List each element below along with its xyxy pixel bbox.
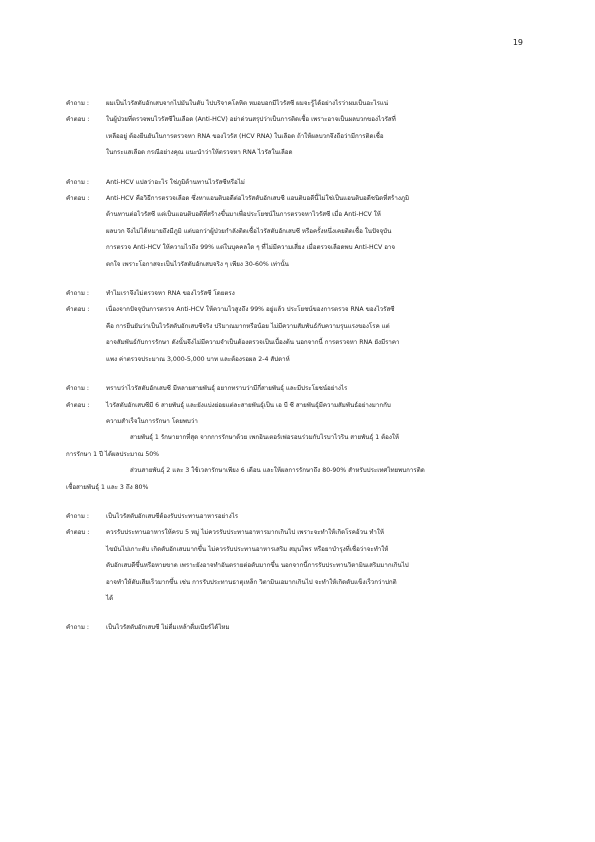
question-text: เป็นไวรัสตับอักเสบซีต้องรับประทานอาหารอย่างไร — [106, 512, 239, 520]
question-label: คำถาม : — [66, 385, 89, 393]
qa-item — [66, 509, 532, 607]
answer-text: ควรรับประทานอาหารให้ครบ 5 หมู่ ไม่ควรรับประทานอาหารมากเกินไป เพราะจะทำให้เกิดโรคอ้วน ทำให้ — [106, 529, 384, 537]
question-label: คำถาม : — [66, 290, 89, 298]
answer-label: คำตอบ : — [66, 116, 90, 124]
answer-line: ความสำเร็จในการรักษา โดยพบว่า — [106, 417, 198, 425]
page-number: 19 — [512, 38, 523, 47]
question-label: คำถาม : — [66, 178, 89, 186]
qa-content — [66, 96, 532, 650]
answer-line — [66, 525, 532, 541]
question-line — [66, 381, 532, 397]
question-line — [66, 620, 532, 636]
answer-line: ส่วนสายพันธุ์ 2 และ 3 ใช้เวลารักษาเพียง 6 เดือน และให้ผลการรักษาถึง 80-90% สำหรับประเทศไทยพบการติด — [130, 467, 425, 475]
answer-line: เชื้อสายพันธุ์ 1 และ 3 ถึง 80% — [66, 483, 149, 491]
answer-line: สายพันธุ์ 1 รักษายากที่สุด จากการรักษาด้วย เพกอินเตอร์เฟอรอนร่วมกับไรบาไวริน สายพันธุ์ 1 ต้องให้ — [130, 434, 399, 442]
answer-label: คำตอบ : — [66, 401, 90, 409]
question-label: คำถาม : — [66, 100, 89, 107]
question-label: คำถาม : — [66, 624, 89, 632]
answer-line — [66, 112, 532, 128]
answer-line: ในกระแสเลือด กรณีอย่างคุณ แนะนำว่าให้ตรวจหา RNA ไวรัสในเลือด — [106, 149, 293, 157]
question-text: ทำไมเราจึงไม่ตรวจหา RNA ของไวรัสซี โดยตรง — [106, 290, 235, 298]
answer-line: ตกใจ เพราะโอกาสจะเป็นไวรัสตับอักเสบจริง ๆ เพียง 30-60% เท่านั้น — [106, 260, 289, 268]
answer-text: ในผู้ป่วยที่ตรวจพบไวรัสซีในเลือด (Anti-HCV) อย่าด่วนสรุปว่าเป็นการติดเชื้อ เพราะอาจเป็นผลบวกของไวรัสที่ — [106, 116, 396, 124]
question-text: ทราบว่าไวรัสตับอักเสบซี มีหลายสายพันธุ์ อยากทราบว่ามีกี่สายพันธุ์ และมีประโยชน์อย่างไร — [106, 385, 348, 393]
question-label: คำถาม : — [66, 512, 89, 520]
answer-line: ต้านทานต่อไวรัสซี แต่เป็นแอนติบอดีที่สร้างขึ้นมาเพื่อประโยชน์ในการตรวจหาไวรัสซี เมื่อ Anti-HCV ให้ — [106, 211, 381, 219]
question-line — [66, 96, 532, 112]
answer-line — [66, 191, 532, 207]
answer-label: คำตอบ : — [66, 529, 90, 537]
qa-item — [66, 286, 532, 368]
answer-line: ไขมันไปเกาะตับ เกิดตับอักเสบมากขึ้น ไม่ควรรับประทานอาหารเสริม สมุนไพร หรือยาบำรุงที่เชื่อว่าจะทำให้ — [106, 545, 389, 553]
answer-line: อาจทำให้ตับเสียเร็วมากขึ้น เช่น การรับประทานธาตุเหล็ก วิตามินเอมากเกินไป จะทำให้เกิดตับแข็งเร็วกว่าปกติ — [106, 578, 397, 586]
answer-line: ตับอักเสบดีขึ้นหรือหายขาด เพราะยังอาจทำอันตรายต่อตับมากขึ้น นอกจากนี้การรับประทานวิตามินเสริมมากเกินไป — [106, 562, 409, 570]
answer-label: คำตอบ : — [66, 306, 90, 314]
question-line — [66, 286, 532, 302]
answer-line: อาจสัมพันธ์กับการรักษา ดังนั้นจึงไม่มีความจำเป็นต้องตรวจเป็นเบื้องต้น นอกจากนี้ การตรวจหา RNA ยังมีราคา — [106, 339, 400, 347]
answer-line: ได้ — [106, 594, 114, 602]
answer-line: การตรวจ Anti-HCV ให้ความไวถึง 99% แต่ในบุคคลใด ๆ ที่ไม่มีความเสี่ยง เมื่อตรวจเลือดพบ Anti-HCV อาจ — [106, 244, 396, 252]
answer-text: Anti-HCV คือวิธีการตรวจเลือด ซึ่งหาแอนติบอดีต่อไวรัสตับอักเสบซี แอนติบอดีนี้ไม่ใช่เป็นแอนติบอดีชนิดที่สร้างภูมิ — [106, 195, 410, 203]
question-text: Anti-HCV แปลว่าอะไร ใช่ภูมิต้านทานไวรัสซีหรือไม่ — [106, 178, 245, 186]
answer-text: เนื่องจากปัจจุบันการตรวจ Anti-HCV ให้ความไวสูงถึง 99% อยู่แล้ว ประโยชน์ของการตรวจ RNA ของไวรัสซี — [106, 306, 395, 314]
answer-line — [66, 302, 532, 318]
question-text: ผมเป็นไวรัสตับอักเสบจากไปมันในตับ ไปบริจาคโลหิต หมอบอกมีไวรัสซี ผมจะรู้ได้อย่างไรว่าผมเป็นอะไรแน่ — [106, 100, 389, 107]
question-line — [66, 509, 532, 525]
answer-line — [66, 398, 532, 414]
answer-line: ผลบวก จึงไม่ได้หมายถึงมีภูมิ แต่บอกว่าผู้ป่วยกำลังติดเชื้อไวรัสตับอักเสบซี หรือครั้งหนึ่งเคยติดเชื้อ ในปัจจุบัน — [106, 227, 392, 235]
qa-item — [66, 620, 532, 636]
question-line — [66, 175, 532, 191]
qa-item — [66, 175, 532, 273]
qa-item — [66, 96, 532, 162]
answer-line: เหลืออยู่ ต้องยืนยันในการตรวจหา RNA ของไวรัส (HCV RNA) ในเลือด ถ้าให้ผลบวกจึงถือว่ามีการติดเชื้อ — [106, 132, 384, 140]
answer-line: การรักษา 1 ปี ได้ผลประมาณ 50% — [66, 450, 160, 458]
qa-item — [66, 381, 532, 496]
answer-line: แพง ค่าตรวจประมาณ 3,000-5,000 บาท และต้องรอผล 2-4 สัปดาห์ — [106, 355, 290, 363]
answer-text: ไวรัสตับอักเสบซีมี 6 สายพันธุ์ และยังแบ่งย่อยแต่ละสายพันธุ์เป็น เอ บี ซี สายพันธุ์มีความสัมพันธ์อย่างมากกับ — [106, 401, 391, 409]
answer-line: คือ การยืนยันว่าเป็นไวรัสตับอักเสบซีจริง ปริมาณมากหรือน้อย ไม่มีความสัมพันธ์กับความรุนแรงของโรค แต่ — [106, 322, 390, 330]
question-text: เป็นไวรัสตับอักเสบซี ไม่ดื่มเหล้าดื่มเบียร์ได้ไหม — [106, 624, 230, 632]
answer-label: คำตอบ : — [66, 195, 90, 203]
